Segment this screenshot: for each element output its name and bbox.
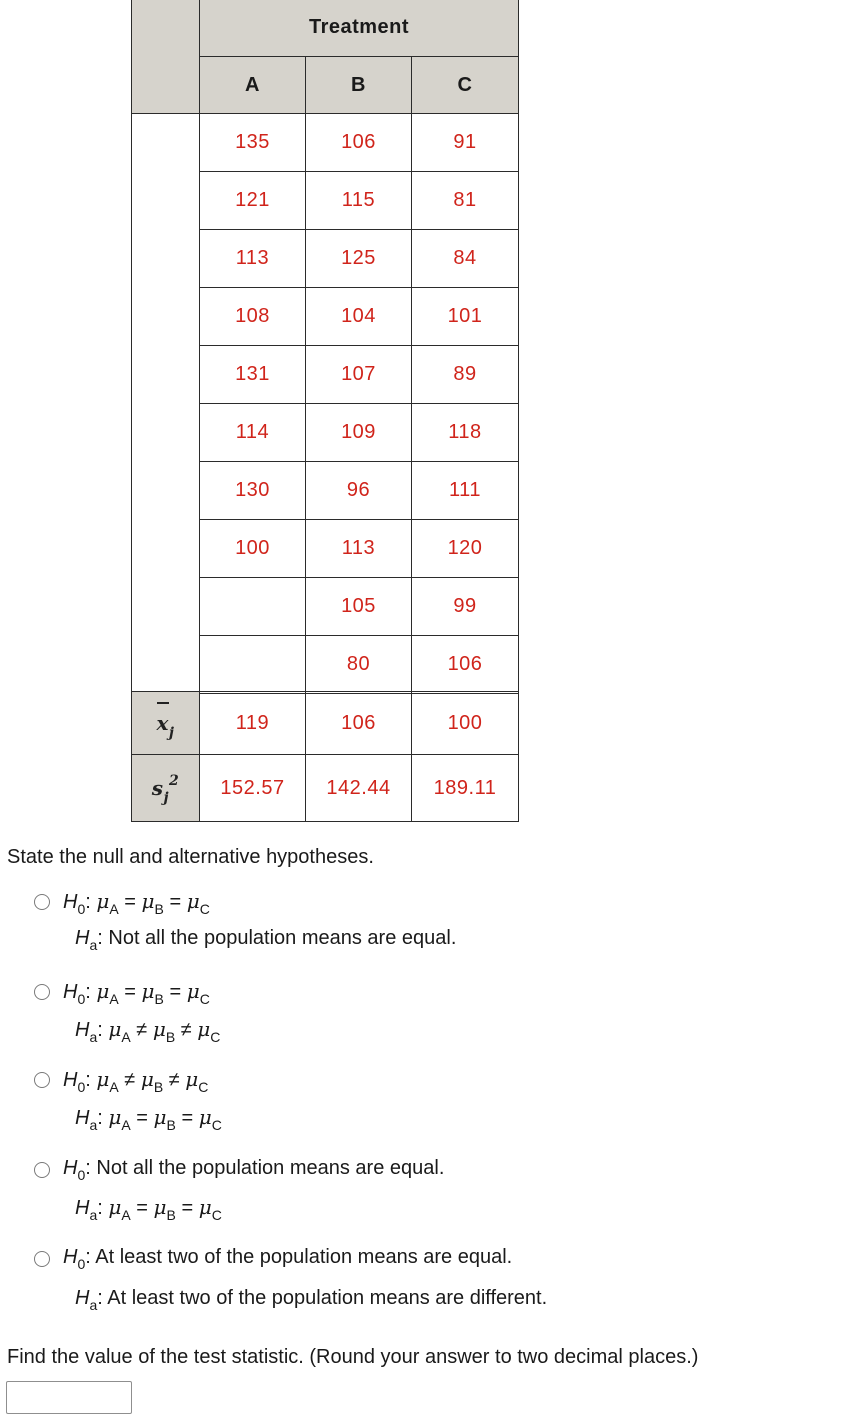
data-cell: 130 <box>199 461 306 520</box>
test-statistic-prompt: Find the value of the test statistic. (Round your answer to two decimal places.) <box>7 1346 699 1368</box>
option-2-h0: $H_0$: $\mu_A = \mu_B = \mu_C$ <box>63 979 210 1007</box>
data-cell: 125 <box>305 229 412 288</box>
data-cell: 105 <box>305 577 412 636</box>
data-cell: 91 <box>411 113 519 172</box>
option-1-ha: $H_a$: Not all the population means are equal. <box>75 927 457 953</box>
data-cell: 118 <box>411 403 519 462</box>
data-cell: 89 <box>411 345 519 404</box>
data-cell: 106 <box>411 635 519 694</box>
data-cell <box>199 577 306 636</box>
column-header-b: B <box>305 56 412 114</box>
data-cell: 109 <box>305 403 412 462</box>
row-label-column <box>131 113 200 692</box>
option-4-h0: $H_0$: Not all the population means are equal. <box>63 1157 445 1183</box>
data-cell: 80 <box>305 635 412 694</box>
data-cell: 135 <box>199 113 306 172</box>
data-cell: 84 <box>411 229 519 288</box>
test-statistic-input[interactable] <box>6 1381 132 1414</box>
variance-value: 189.11 <box>411 754 519 822</box>
data-cell: 100 <box>199 519 306 578</box>
mean-value: 100 <box>411 691 519 755</box>
variance-label <box>131 754 200 822</box>
data-cell: 115 <box>305 171 412 230</box>
data-cell: 81 <box>411 171 519 230</box>
option-5-h0: $H_0$: At least two of the population means are equal. <box>63 1246 513 1272</box>
data-cell: 104 <box>305 287 412 346</box>
mean-value: 106 <box>305 691 412 755</box>
variance-value: 142.44 <box>305 754 412 822</box>
data-cell: 113 <box>305 519 412 578</box>
data-cell: 131 <box>199 345 306 404</box>
corner-header <box>131 0 200 114</box>
option-3-ha: $H_a$: $\mu_A = \mu_B = \mu_C$ <box>75 1105 222 1133</box>
data-cell: 121 <box>199 171 306 230</box>
data-cell: 107 <box>305 345 412 404</box>
hypotheses-prompt: State the null and alternative hypotheses. <box>7 846 374 868</box>
option-3-h0: $H_0$: $\mu_A \ne \mu_B \ne \mu_C$ <box>63 1067 209 1095</box>
option-5-ha: $H_a$: At least two of the population means are different. <box>75 1287 548 1313</box>
treatment-header: Treatment <box>199 0 519 57</box>
column-header-c: C <box>411 56 519 114</box>
data-cell: 101 <box>411 287 519 346</box>
data-cell: 111 <box>411 461 519 520</box>
mean-value: 119 <box>199 691 306 755</box>
data-cell: 96 <box>305 461 412 520</box>
option-1-h0: $H_0$: $\mu_A = \mu_B = \mu_C$ <box>63 889 210 917</box>
data-cell: 120 <box>411 519 519 578</box>
mean-symbol: $x_j$ <box>156 711 174 735</box>
variance-value: 152.57 <box>199 754 306 822</box>
variance-symbol: $s_j^2$ <box>151 773 180 806</box>
data-cell: 106 <box>305 113 412 172</box>
data-cell: 114 <box>199 403 306 462</box>
option-2-ha: $H_a$: $\mu_A \ne \mu_B \ne \mu_C$ <box>75 1017 221 1045</box>
option-5-radio[interactable] <box>34 1251 50 1267</box>
column-header-a: A <box>199 56 306 114</box>
option-4-ha: $H_a$: $\mu_A = \mu_B = \mu_C$ <box>75 1195 222 1223</box>
mean-label <box>131 691 200 755</box>
option-4-radio[interactable] <box>34 1162 50 1178</box>
data-cell: 113 <box>199 229 306 288</box>
data-cell: 108 <box>199 287 306 346</box>
data-cell <box>199 635 306 694</box>
data-cell: 99 <box>411 577 519 636</box>
option-1-radio[interactable] <box>34 894 50 910</box>
option-3-radio[interactable] <box>34 1072 50 1088</box>
option-2-radio[interactable] <box>34 984 50 1000</box>
